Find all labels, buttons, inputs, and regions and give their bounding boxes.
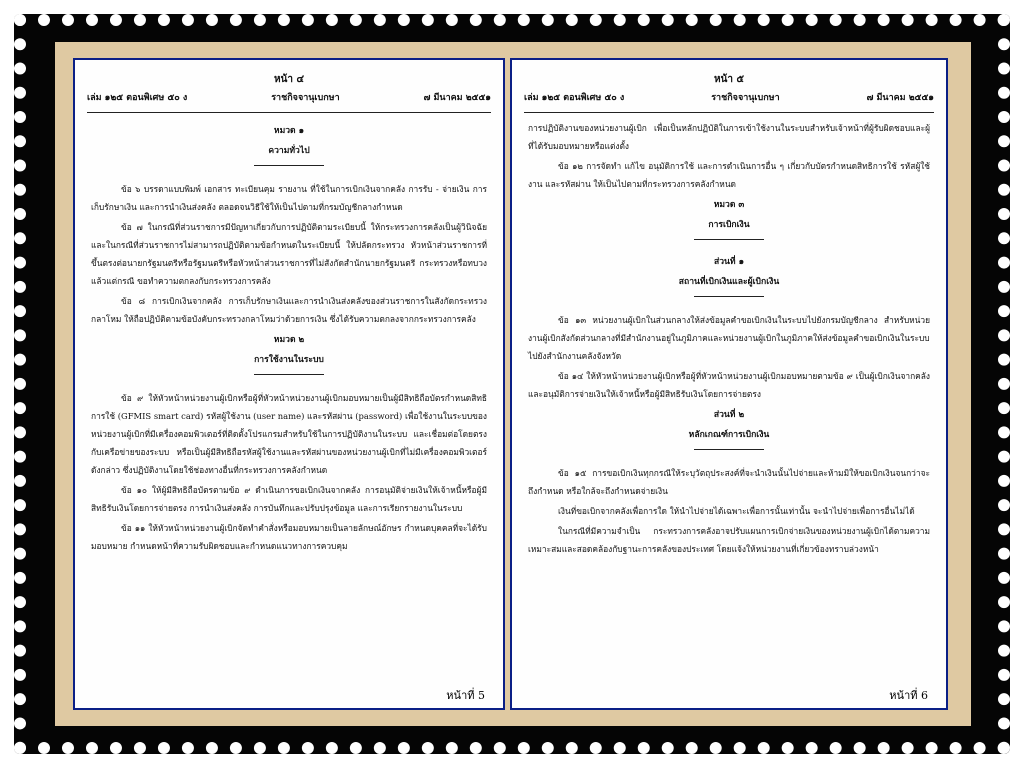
section-divider xyxy=(694,239,764,240)
page-number-label: หน้า ๔ xyxy=(273,74,305,85)
part-subtitle: สถานที่เบิกเงินและผู้เบิกเงิน xyxy=(678,277,780,287)
part-subtitle: หลักเกณฑ์การเบิกเงิน xyxy=(688,430,770,440)
section-divider xyxy=(254,165,324,166)
part-title: ส่วนที่ ๒ xyxy=(713,410,745,420)
header-row xyxy=(87,90,491,104)
gazette-label: ราชกิจจานุเบกษา xyxy=(271,93,340,103)
page-footer-number: หน้าที่ 6 xyxy=(889,689,928,702)
page-header xyxy=(524,60,934,113)
clause-paragraph: ข้อ ๑๔ ให้หัวหน้าหน่วยงานผู้เบิกหรือผู้ที่หัวหน้าหน่วยงานผู้เบิกมอบหมายตามข้อ ๙ เป็นผู้เบิกเงินจากคลัง และอนุมัติการจ่ายเงินให้เจ้าหนี้หรือผู้มีสิทธิรับเงินโดยการจ่ายตรง xyxy=(528,371,930,399)
document-page-left xyxy=(73,58,505,710)
clause-paragraph: ข้อ ๘ การเบิกเงินจากคลัง การเก็บรักษาเงินและการนำเงินส่งคลังของส่วนราชการในสังกัดกระทรวงกลาโหม ให้ถือปฏิบัติตามข้อบังคับกระทรวงกลาโหมว่าด้วยการเงิน ซึ่งได้รับความตกลงจากกระทรวงการคลัง xyxy=(91,296,487,324)
chapter-title: หมวด ๓ xyxy=(713,200,745,210)
clause-paragraph: เงินที่ขอเบิกจากคลังเพื่อการใด ให้นำไปจ่ายได้เฉพาะเพื่อการนั้นเท่านั้น จะนำไปจ่ายเพื่อการอื่นไม่ได้ xyxy=(558,506,915,516)
page-header xyxy=(87,60,491,113)
page-number-label: หน้า ๕ xyxy=(713,74,745,85)
volume-label: เล่ม ๑๒๕ ตอนพิเศษ ๕๐ ง xyxy=(87,93,188,103)
clause-paragraph: ข้อ ๖ บรรดาแบบพิมพ์ เอกสาร ทะเบียนคุม รายงาน ที่ใช้ในการเบิกเงินจากคลัง การรับ - จ่ายเงิน การเก็บรักษาเงิน และการนำเงินส่งคลัง ตลอดจนวิธีใช้ให้เป็นไปตามที่กรมบัญชีกลางกำหนด xyxy=(91,184,487,212)
document-page-right xyxy=(510,58,948,710)
chapter-title: หมวด ๑ xyxy=(273,126,305,136)
clause-paragraph: ข้อ ๑๑ ให้หัวหน้าหน่วยงานผู้เบิกจัดทำคำสั่งหรือมอบหมายเป็นลายลักษณ์อักษร กำหนดบุคคลที่จะได้รับมอบหมาย กำหนดหน้าที่ความรับผิดชอบและกำหนดแนวทางการควบคุม xyxy=(91,523,487,551)
date-label: ๗ มีนาคม ๒๕๕๑ xyxy=(423,93,491,103)
chapter-title: หมวด ๒ xyxy=(273,335,305,345)
chapter-subtitle: ความทั่วไป xyxy=(268,146,310,156)
date-label: ๗ มีนาคม ๒๕๕๑ xyxy=(866,93,934,103)
section-divider xyxy=(254,374,324,375)
part-title: ส่วนที่ ๑ xyxy=(713,257,745,267)
clause-paragraph: ข้อ ๗ ในกรณีที่ส่วนราชการมีปัญหาเกี่ยวกับการปฏิบัติตามระเบียบนี้ ให้กระทรวงการคลังเป็นผู้วินิจฉัย และในกรณีที่ส่วนราชการไม่สามารถปฏิบัติตามข้อกำหนดในระเบียบนี้ ให้ปลัดกระทรวง หัวหน้าส่วนราชการที่ขึ้นตรงต่อนายกรัฐมนตรีหรือรัฐมนตรีหรือหัวหน้าส่วนราชการที่ไม่สังกัดสำนักนายกรัฐมนตรี กระทรวงหรือทบวง แล้วแต่กรณี ขอทำความตกลงกับกระทรวงการคลัง xyxy=(91,222,487,286)
page-content xyxy=(512,113,946,558)
chapter-subtitle: การใช้งานในระบบ xyxy=(254,355,324,365)
clause-paragraph: ข้อ ๑๒ การจัดทำ แก้ไข อนุมัติการใช้ และการดำเนินการอื่น ๆ เกี่ยวกับบัตรกำหนดสิทธิการใช้ รหัสผู้ใช้งาน และรหัสผ่าน ให้เป็นไปตามที่กระทรวงการคลังกำหนด xyxy=(528,161,930,189)
page-content xyxy=(75,113,503,555)
page-footer-number: หน้าที่ 5 xyxy=(446,689,485,702)
clause-paragraph: ข้อ ๙ ให้หัวหน้าหน่วยงานผู้เบิกหรือผู้ที่หัวหน้าหน่วยงานผู้เบิกมอบหมายเป็นผู้มีสิทธิถือบัตรกำหนดสิทธิการใช้ (GFMIS smart card) รหัสผู้ใช้งาน (user name) และรหัสผ่าน (password) เพื่อใช้งานในระบบของหน่วยงานผู้เบิกที่มีเครื่องคอมพิวเตอร์ที่ติดตั้งโปรแกรมสำหรับใช้ในการปฏิบัติงานในระบบ และเชื่อมต่อโดยตรงกับเครือข่ายของระบบ หรือเป็นผู้มีสิทธิถือรหัสผู้ใช้งานและรหัสผ่านของหน่วยงานผู้เบิกที่ไม่มีเครื่องคอมพิวเตอร์ดังกล่าว ซึ่งปฏิบัติงานโดยใช้ช่องทางอื่นที่กระทรวงการคลังกำหนด xyxy=(91,393,487,475)
section-divider xyxy=(694,449,764,450)
section-divider xyxy=(694,296,764,297)
clause-paragraph: ในกรณีที่มีความจำเป็น กระทรวงการคลังอาจปรับแผนการเบิกจ่ายเงินของหน่วยงานผู้เบิกได้ตามความเหมาะสมและสอดคล้องกับฐานะการคลังของประเทศ โดยแจ้งให้หน่วยงานที่เกี่ยวข้องทราบล่วงหน้า xyxy=(528,526,930,554)
clause-paragraph: ข้อ ๑๐ ให้ผู้มีสิทธิถือบัตรตามข้อ ๙ ดำเนินการขอเบิกเงินจากคลัง การอนุมัติจ่ายเงินให้เจ้าหนี้หรือผู้มีสิทธิรับเงินโดยการจ่ายตรง การนำเงินส่งคลัง การบันทึกและปรับปรุงข้อมูล และการเรียกรายงานในระบบ xyxy=(91,485,487,513)
clause-paragraph: การปฏิบัติงานของหน่วยงานผู้เบิก เพื่อเป็นหลักปฏิบัติในการเข้าใช้งานในระบบสำหรับเจ้าหน้าที่ผู้รับผิดชอบและผู้ที่ได้รับมอบหมายหรือแต่งตั้ง xyxy=(528,123,930,151)
volume-label: เล่ม ๑๒๕ ตอนพิเศษ ๕๐ ง xyxy=(524,93,625,103)
clause-paragraph: ข้อ ๑๕ การขอเบิกเงินทุกกรณีให้ระบุวัตถุประสงค์ที่จะนำเงินนั้นไปจ่ายและห้ามมิให้ขอเบิกเงินจนกว่าจะถึงกำหนด หรือใกล้จะถึงกำหนดจ่ายเงิน xyxy=(528,468,930,496)
gazette-label: ราชกิจจานุเบกษา xyxy=(711,93,780,103)
clause-paragraph: ข้อ ๑๓ หน่วยงานผู้เบิกในส่วนกลางให้ส่งข้อมูลคำขอเบิกเงินในระบบไปยังกรมบัญชีกลาง สำหรับหน่วยงานผู้เบิกสังกัดส่วนกลางที่มีสำนักงานอยู่ในภูมิภาคและหน่วยงานผู้เบิกในภูมิภาคให้ส่งข้อมูลคำขอเบิกเงินในระบบไปยังสำนักงานคลังจังหวัด xyxy=(528,315,930,361)
chapter-subtitle: การเบิกเงิน xyxy=(708,220,750,230)
header-row xyxy=(524,90,934,104)
